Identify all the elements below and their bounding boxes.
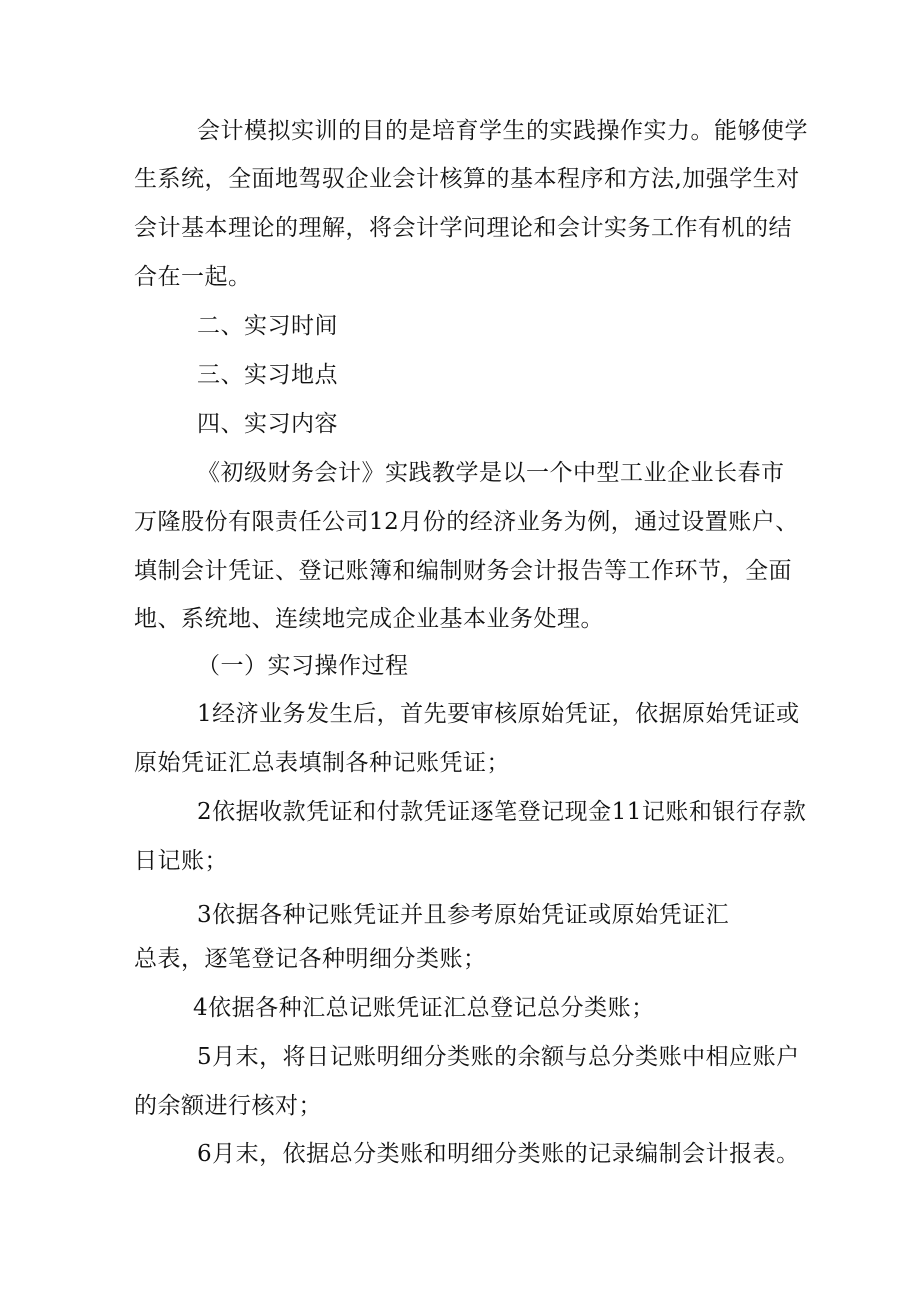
step-5-line-1: 5月末，将日记账明细分类账的余额与总分类账中相应账户	[197, 1044, 800, 1070]
heading-operation-process: （一）实习操作过程	[197, 653, 409, 679]
step-6-line-1: 6月末，依据总分类账和明细分类账的记录编制会计报表。	[197, 1141, 800, 1167]
paragraph-purpose-line-3: 会计基本理论的理解，将会计学问理论和会计实务工作有机的结	[134, 215, 792, 241]
paragraph-content-line-3: 填制会计凭证、登记账簿和编制财务会计报告等工作环节，全面	[134, 558, 792, 584]
heading-internship-time: 二、实习时间	[197, 313, 338, 339]
heading-internship-content: 四、实习内容	[197, 411, 338, 437]
paragraph-purpose-line-4: 合在一起。	[134, 264, 252, 290]
paragraph-purpose-line-1: 会计模拟实训的目的是培育学生的实践操作实力。能够使学	[197, 118, 808, 144]
step-3-line-1: 3依据各种记账凭证并且参考原始凭证或原始凭证汇	[197, 902, 730, 928]
step-4-line-1: 4依据各种汇总记账凭证汇总登记总分类账；	[193, 995, 655, 1021]
step-5-line-2: 的余额进行核对；	[134, 1093, 322, 1119]
paragraph-content-line-4: 地、系统地、连续地完成企业基本业务处理。	[134, 606, 604, 632]
step-2-line-1: 2依据收款凭证和付款凭证逐笔登记现金11记账和银行存款	[197, 799, 807, 825]
paragraph-content-line-1: 《初级财务会计》实践教学是以一个中型工业企业长春市	[197, 460, 785, 486]
step-3-line-2: 总表，逐笔登记各种明细分类账；	[134, 946, 487, 972]
paragraph-purpose-line-2: 生系统，全面地驾驭企业会计核算的基本程序和方法,加强学生对	[134, 166, 800, 192]
step-1-line-1: 1经济业务发生后，首先要审核原始凭证，依据原始凭证或	[197, 701, 800, 727]
paragraph-content-line-2: 万隆股份有限责任公司12月份的经济业务为例，通过设置账户、	[134, 509, 799, 535]
step-1-line-2: 原始凭证汇总表填制各种记账凭证；	[134, 750, 510, 776]
step-2-line-2: 日记账；	[134, 848, 228, 874]
heading-internship-location: 三、实习地点	[197, 362, 338, 388]
